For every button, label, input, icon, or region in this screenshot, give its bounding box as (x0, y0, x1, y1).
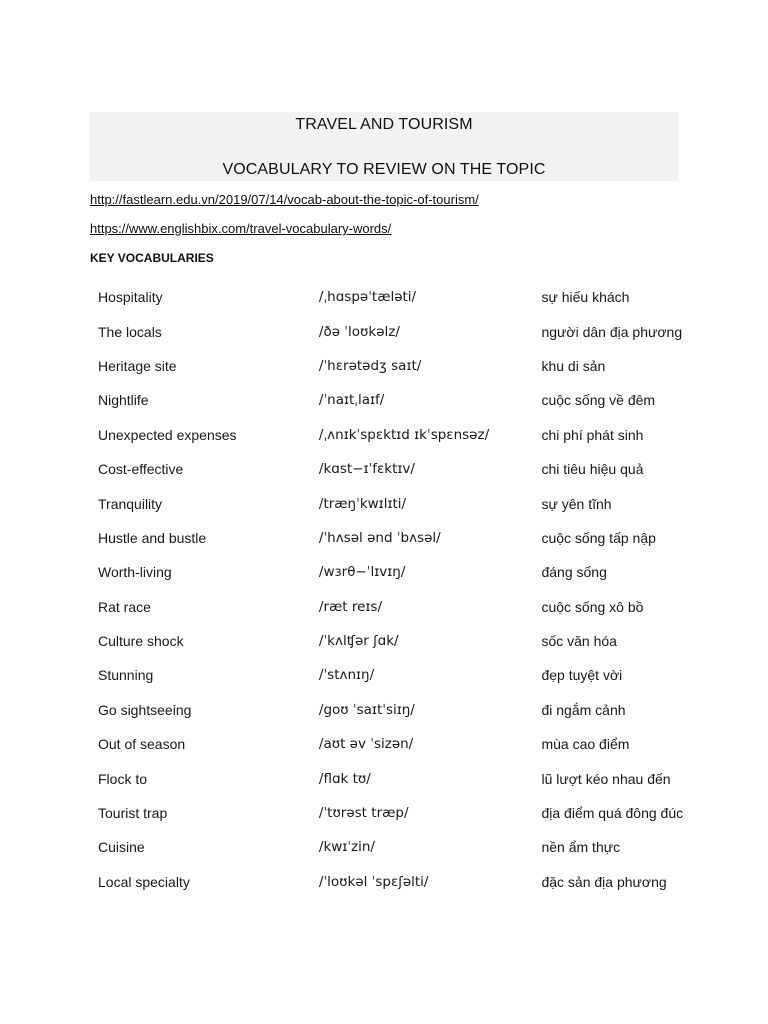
vocabulary-term: The locals (98, 323, 162, 340)
vocabulary-pronunciation: /ˈhɛrətədʒ saɪt/ (318, 357, 422, 374)
vocabulary-meaning: cuộc sống tấp nập (541, 529, 656, 546)
vocabulary-term: Worth-living (98, 564, 172, 581)
vocabulary-term: Tourist trap (98, 805, 168, 822)
vocabulary-pronunciation: /ˌʌnɪkˈspɛktɪd ɪkˈspɛnsəz/ (318, 426, 490, 443)
vocabulary-pronunciation: /ˈnaɪtˌlaɪf/ (318, 392, 385, 409)
vocabulary-meaning: sự hiếu khách (541, 289, 630, 306)
vocabulary-row (90, 796, 710, 830)
vocabulary-pronunciation: /ˌhɑspəˈtæləti/ (318, 289, 417, 306)
vocabulary-row (90, 280, 710, 314)
vocabulary-pronunciation: /ˈhʌsəl ənd ˈbʌsəl/ (318, 529, 441, 546)
vocabulary-meaning: chi tiêu hiệu quả (541, 461, 644, 478)
vocabulary-row (90, 383, 710, 417)
vocabulary-row (90, 761, 710, 795)
vocabulary-row (90, 486, 710, 520)
vocabulary-row (90, 418, 710, 452)
vocabulary-term: Rat race (98, 598, 151, 615)
vocabulary-row (90, 830, 710, 864)
vocabulary-row (90, 624, 710, 658)
section-heading: KEY VOCABULARIES (90, 251, 214, 265)
vocabulary-pronunciation: /træŋˈkwɪlɪti/ (318, 495, 407, 512)
vocabulary-term: Hustle and bustle (98, 529, 207, 546)
vocabulary-pronunciation: /wɜrθ−ˈlɪvɪŋ/ (318, 564, 406, 581)
vocabulary-term: Local specialty (98, 873, 190, 890)
title-box (90, 112, 678, 181)
vocabulary-meaning: cuộc sống xô bồ (541, 598, 644, 615)
vocabulary-row (90, 349, 710, 383)
vocabulary-meaning: sự yên tĩnh (541, 495, 612, 512)
vocabulary-term: Out of season (98, 736, 186, 753)
vocabulary-meaning: nền ẩm thực (541, 839, 621, 856)
vocabulary-row (90, 555, 710, 589)
vocabulary-meaning: lũ lượt kéo nhau đến (541, 770, 671, 787)
vocabulary-meaning: đáng sống (541, 564, 607, 581)
vocabulary-pronunciation: /aʊt əv ˈsizən/ (318, 736, 414, 753)
vocabulary-term: Cuisine (98, 839, 145, 856)
vocabulary-term: Unexpected expenses (98, 426, 237, 443)
vocabulary-pronunciation: /ðə ˈloʊkəlz/ (318, 323, 400, 340)
vocabulary-pronunciation: /ˈtʊrəst træp/ (318, 805, 409, 822)
vocabulary-row (90, 658, 710, 692)
vocabulary-row (90, 314, 710, 348)
vocabulary-row (90, 590, 710, 624)
vocabulary-row (90, 693, 710, 727)
vocabulary-pronunciation: /ˈloʊkəl ˈspɛʃəlti/ (318, 873, 429, 890)
vocabulary-pronunciation: /ræt reɪs/ (318, 598, 383, 615)
vocabulary-meaning: mùa cao điểm (541, 736, 630, 753)
vocabulary-term: Stunning (98, 667, 154, 684)
vocabulary-meaning: sốc văn hóa (541, 633, 617, 650)
vocabulary-meaning: cuộc sống về đêm (541, 392, 656, 409)
vocabulary-row (90, 727, 710, 761)
vocabulary-table (90, 280, 710, 899)
vocabulary-pronunciation: /ˈstʌnɪŋ/ (318, 667, 375, 684)
vocabulary-term: Flock to (98, 770, 148, 787)
document-subtitle: VOCABULARY TO REVIEW ON THE TOPIC (222, 161, 546, 178)
vocabulary-meaning: khu di sản (541, 357, 606, 374)
vocabulary-meaning: đi ngắm cảnh (541, 701, 626, 718)
vocabulary-meaning: chi phí phát sinh (541, 426, 644, 443)
vocabulary-row (90, 865, 710, 899)
vocabulary-pronunciation: /ˈkʌlʧər ʃɑk/ (318, 633, 399, 650)
vocabulary-meaning: địa điểm quá đông đúc (541, 805, 684, 822)
reference-link-englishbix[interactable]: https://www.englishbix.com/travel-vocabulary-words/ (90, 221, 392, 236)
vocabulary-meaning: người dân địa phương (541, 323, 683, 340)
vocabulary-meaning: đặc sản địa phương (541, 873, 667, 890)
vocabulary-meaning: đẹp tuyệt vời (541, 667, 623, 684)
vocabulary-pronunciation: /flɑk tʊ/ (318, 770, 371, 787)
vocabulary-pronunciation: /kwɪˈzin/ (318, 839, 375, 856)
document-title: TRAVEL AND TOURISM (295, 116, 473, 133)
vocabulary-pronunciation: /kɑst−ɪˈfɛktɪv/ (318, 461, 415, 478)
reference-link-fastlearn[interactable]: http://fastlearn.edu.vn/2019/07/14/vocab-about-the-topic-of-tourism/ (90, 192, 479, 207)
vocabulary-term: Tranquility (98, 495, 163, 512)
vocabulary-term: Culture shock (98, 633, 184, 650)
vocabulary-pronunciation: /goʊ ˈsaɪtˈsiɪŋ/ (318, 701, 415, 718)
vocabulary-row (90, 452, 710, 486)
vocabulary-term: Hospitality (98, 289, 163, 306)
vocabulary-term: Go sightseeing (98, 701, 192, 718)
vocabulary-term: Nightlife (98, 392, 149, 409)
vocabulary-term: Heritage site (98, 357, 177, 374)
vocabulary-term: Cost-effective (98, 461, 184, 478)
vocabulary-row (90, 521, 710, 555)
